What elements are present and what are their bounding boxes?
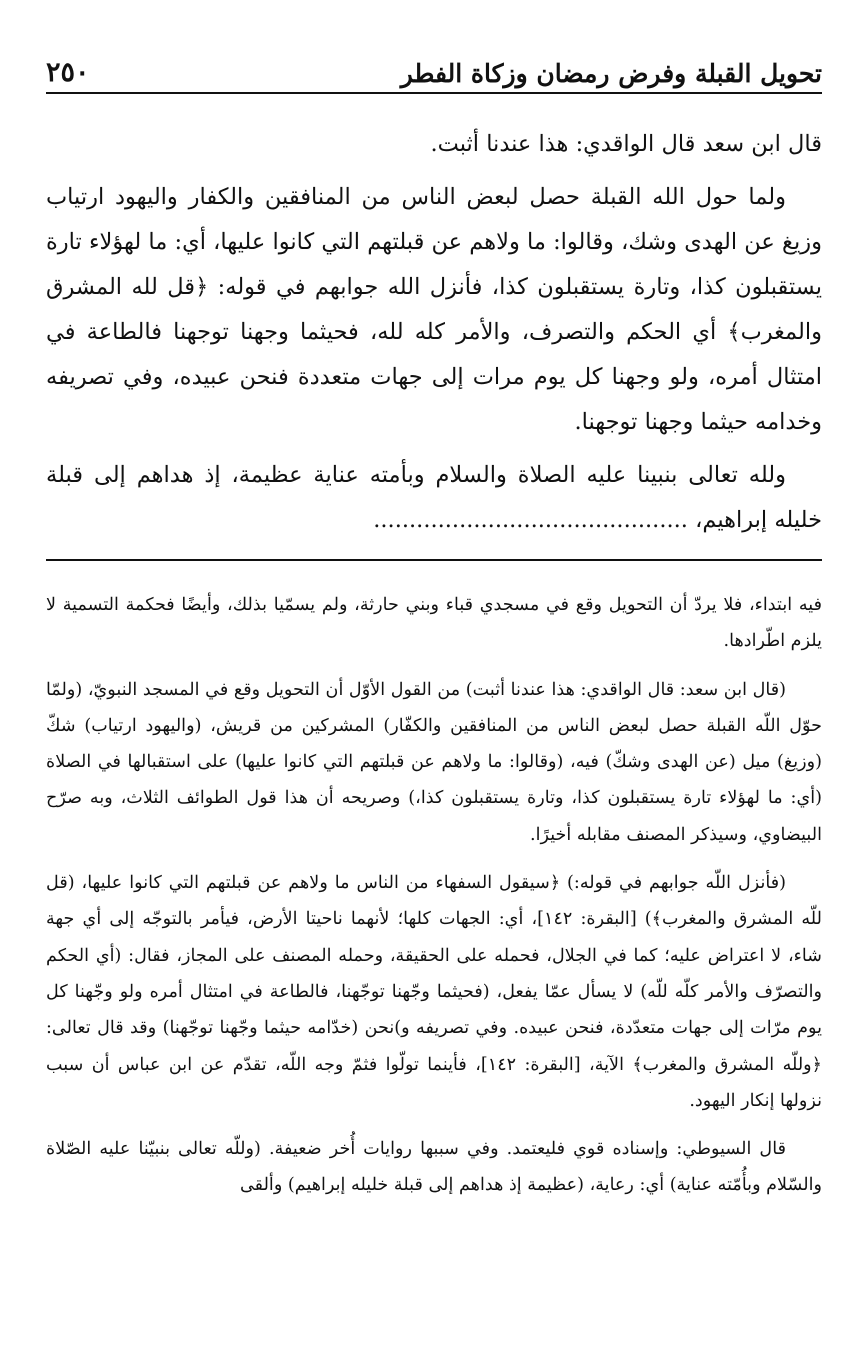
page-number: ٢٥٠: [46, 57, 90, 88]
page-header: [46, 40, 822, 94]
commentary-paragraph-2: (قال ابن سعد: قال الواقدي: هذا عندنا أثبت) من القول الأوّل أن التحويل وقع في المسجد النبويّ، (ولمّا حوّل اللّه القبلة حصل لبعض الناس من المنافقين والكفّار) المشركين من قريش، (واليهود ارتياب) شكّ (وزيغ) ميل (عن الهدى وشكّ) فيه، (وقالوا: ما ولاهم عن قبلتهم التي كانوا عليها) على استقبالها في الصلاة (أي: ما لهؤلاء تارة يستقبلون كذا، وتارة يستقبلون كذا،) وصريحه أن هذا قول الطوائف الثلاث، وبه صرّح البيضاوي، وسيذكر المصنف مقابله أخيرًا.: [46, 679, 822, 845]
commentary-paragraph-4: قال السيوطي: وإسناده قوي فليعتمد. وفي سببها روايات أُخر ضعيفة. (وللّه تعالى بنبيّنا عليه الصّلاة والسّلام وبأُمّته عناية) أي: رعاية، (عظيمة إذ هداهم إلى قبلة خليله إبراهيم) وألقى: [46, 1139, 822, 1196]
commentary-paragraph-1: فيه ابتداء، فلا يردّ أن التحويل وقع في مسجدي قباء وبني حارثة، ولم يسمّيا بذلك، وأيضًا فحكمة التسمية لا يلزم اطّرادها.: [46, 595, 822, 652]
main-paragraph-2: ولما حول الله القبلة حصل لبعض الناس من المنافقين والكفار واليهود ارتياب وزيغ عن الهدى وشك، وقالوا: ما ولاهم عن قبلتهم التي كانوا عليها، أي: ما لهؤلاء تارة يستقبلون كذا، وتارة يستقبلون كذا، فأنزل الله جوابهم في قوله: ﴿قل لله المشرق والمغرب﴾ أي الحكم والتصرف، والأمر كله لله، فحيثما وجهنا توجهنا فالطاعة في امتثال أمره، ولو وجهنا كل يوم مرات إلى جهات متعددة فنحن عبيده، وفي تصريفه وخدامه حيثما وجهنا توجهنا.: [46, 184, 822, 435]
main-text: [46, 122, 822, 543]
section-divider: [46, 559, 822, 561]
main-paragraph-1: قال ابن سعد قال الواقدي: هذا عندنا أثبت.: [430, 131, 822, 157]
main-paragraph-3: [46, 453, 822, 543]
commentary-text: [46, 587, 822, 1204]
ellipsis-dots: ............................................: [373, 507, 688, 533]
commentary-paragraph-3: (فأنزل اللّه جوابهم في قوله:) ﴿سيقول السفهاء من الناس ما ولاهم عن قبلتهم التي كانوا عليها، (قل للّه المشرق والمغرب﴾) [البقرة: ١٤٢]، أي: الجهات كلها؛ لأنهما ناحيتا الأرض، فيأمر بالتوجّه إلى أي جهة شاء، لا اعتراض عليه؛ كما في الجلال، فحمله على الحقيقة، وحمله المصنف على المجاز، فقال: (أي الحكم والتصرّف والأمر كلّه للّه) لا يسأل عمّا يفعل، (فحيثما وجّهنا توجّهنا، فالطاعة في امتثال أمره ولو وجّهنا كل يوم مرّات إلى جهات متعدّدة، فنحن عبيده. وفي تصريفه و)نحن (خدّامه حيثما وجّهنا توجّهنا) وقد قال تعالى: ﴿وللّه المشرق والمغرب﴾ الآية، [البقرة: ١٤٢]، فأينما تولّوا فثمّ وجه اللّه، تقدّم عن ابن عباس أن سبب نزولها إنكار اليهود.: [46, 873, 822, 1111]
chapter-title: تحويل القبلة وفرض رمضان وزكاة الفطر: [400, 59, 822, 88]
main-paragraph-3-text: ولله تعالى بنبينا عليه الصلاة والسلام وبأمته عناية عظيمة، إذ هداهم إلى قبلة خليله إبراهيم،: [46, 462, 822, 533]
